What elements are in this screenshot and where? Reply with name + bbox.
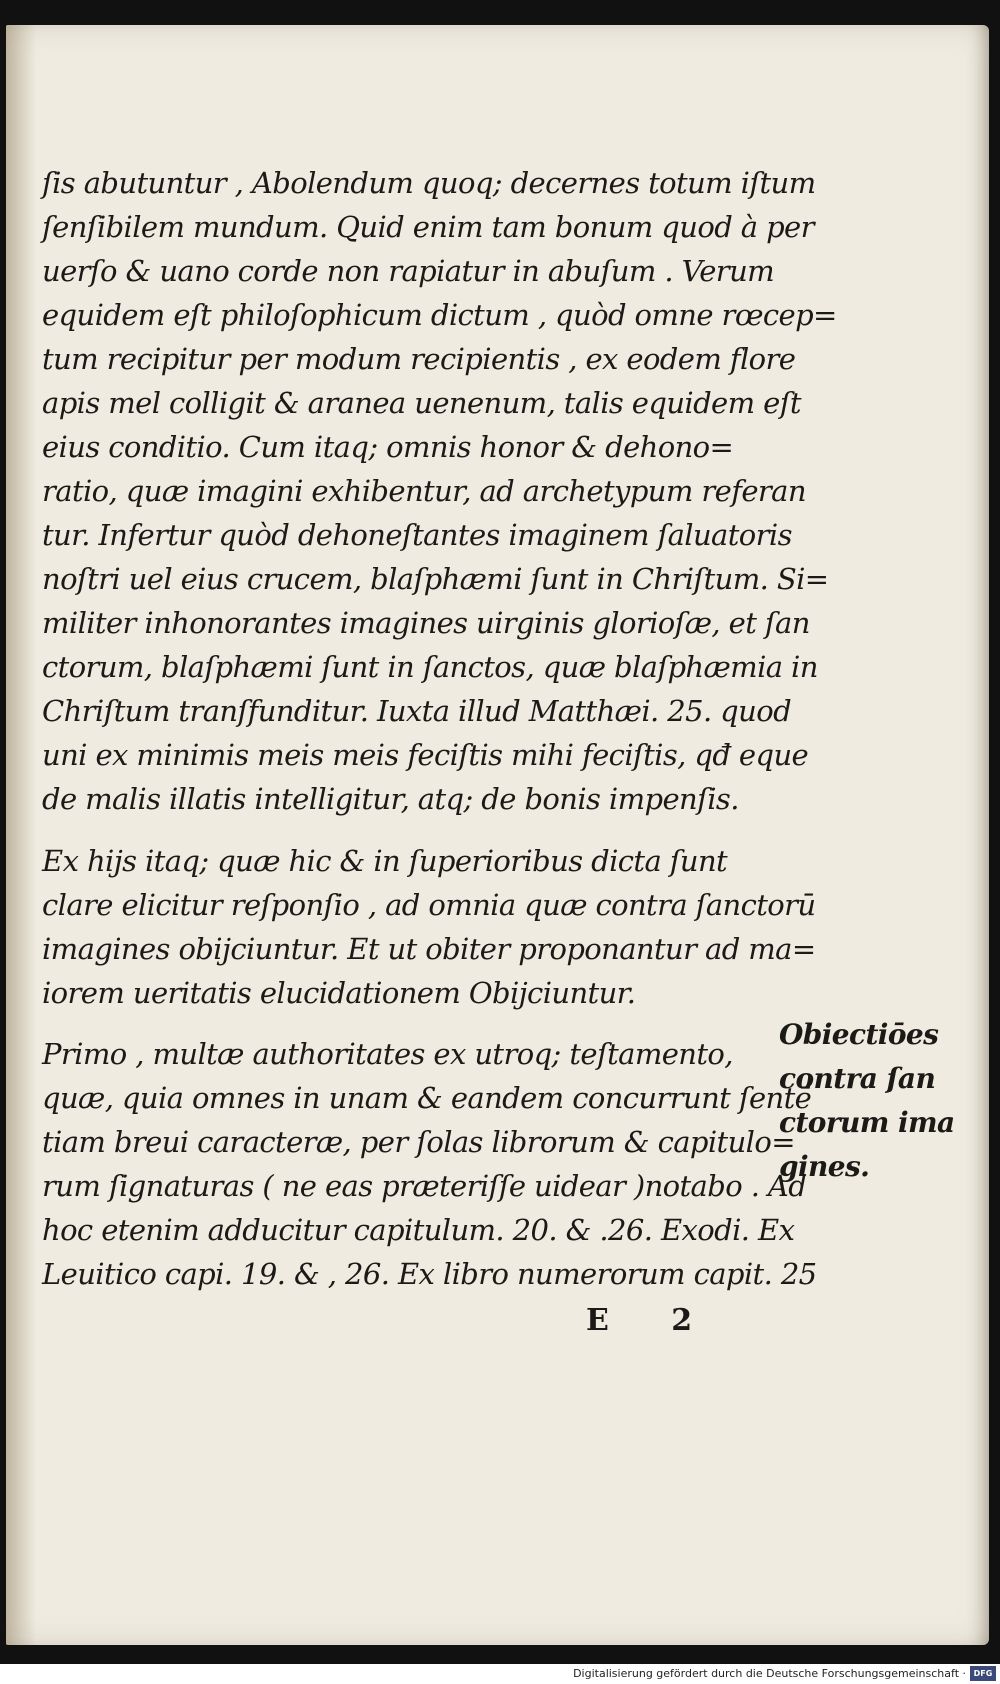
text-line: uerſo & uano corde non rapiatur in abuſum . Verum [42,254,775,288]
signature-mark: E 2 [586,1303,719,1338]
marginal-note-line: gines. [779,1150,870,1183]
text-line: equidem eſt philoſophicum dictum , quòd omne rœcep= [42,298,837,332]
text-line: Primo , multæ authoritates ex utroq; teſtamento, [42,1037,733,1071]
marginal-note-line: ctorum ima [779,1106,955,1139]
text-line: tum recipitur per modum recipientis , ex eodem flore [42,342,796,376]
text-line: quæ, quia omnes in unam & eandem concurrunt ſentē [42,1081,812,1115]
text-line: tiam breui caracteræ, per ſolas librorum & capitulo= [42,1125,795,1159]
marginal-note-line: contra ſan [779,1062,936,1095]
text-line: noſtri uel eius crucem, blaſphæmi ſunt in Chriſtum. Si= [42,562,829,596]
text-line: de malis illatis intelligitur, atq; de bonis impenſis. [42,782,739,816]
body-text [6,25,989,1645]
text-line: iorem ueritatis elucidationem Obijciuntur. [42,976,636,1010]
text-line: Ex hijs itaq; quæ hic & in ſuperioribus dicta ſunt [42,844,728,878]
text-line: rum ſignaturas ( ne eas præteriſſe uidear )notabo . Ad [42,1169,807,1203]
text-line: clare elicitur reſponſio , ad omnia quæ contra ſanctorū [42,888,816,922]
funding-credit: Digitalisierung gefördert durch die Deutsche Forschungsgemeinschaft · [573,1667,966,1680]
text-line: hoc etenim adducitur capitulum. 20. & .26. Exodi. Ex [42,1213,795,1247]
text-line: uni ex minimis meis meis feciſtis mihi feciſtis, qđ eque [42,738,809,772]
text-line: ratio, quæ imagini exhibentur, ad archetypum referan [42,474,806,508]
text-line: apis mel colligit & aranea uenenum, talis equidem eſt [42,386,801,420]
text-line: imagines obijciuntur. Et ut obiter proponantur ad ma= [42,932,816,966]
marginal-note-line: Obiectiōes [779,1018,939,1051]
text-line: militer inhonorantes imagines uirginis glorioſæ, et ſan [42,606,810,640]
text-line: ſis abutuntur , Abolendum quoq; decernes totum iſtum [42,166,816,200]
text-line: eius conditio. Cum itaq; omnis honor & dehono= [42,430,734,464]
text-line: tur. Infertur quòd dehoneſtantes imaginem ſaluatoris [42,518,792,552]
book-page [6,25,989,1645]
dfg-logo-icon: DFG [970,1666,996,1681]
text-line: Chriſtum tranſfunditur. Iuxta illud Matthæi. 25. quod [42,694,792,728]
text-line: Leuitico capi. 19. & , 26. Ex libro numerorum capit. 25 [42,1257,817,1291]
text-line: ctorum, blaſphæmi ſunt in ſanctos, quæ blaſphæmia in [42,650,818,684]
text-line: ſenſibilem mundum. Quid enim tam bonum quod à per [42,210,814,244]
credit-bar [0,1664,1000,1684]
